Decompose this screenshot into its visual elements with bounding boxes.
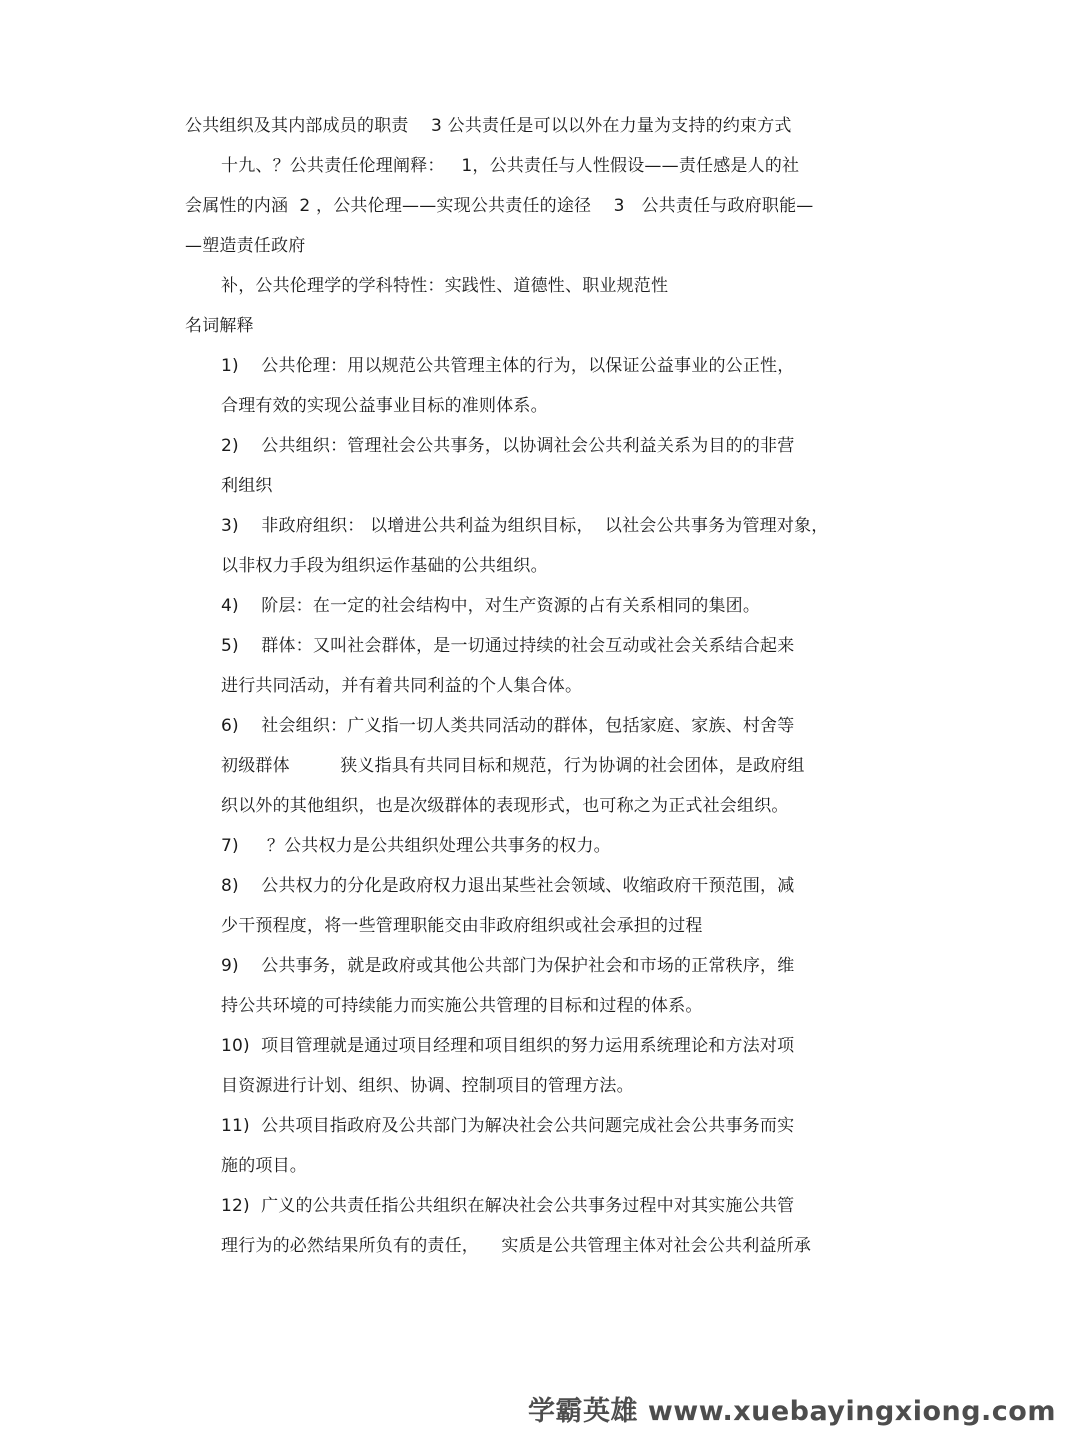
text-line: 以非权力手段为组织运作基础的公共组织。: [221, 556, 548, 576]
text-line: 公共组织及其内部成员的职责 3 公共责任是可以以外在力量为支持的约束方式: [185, 116, 792, 136]
text-line: 目资源进行计划、组织、协调、控制项目的管理方法。: [221, 1076, 634, 1096]
list-item: 11) 公共项目指政府及公共部门为解决社会公共问题完成社会公共事务而实: [221, 1116, 795, 1136]
text-line: 补，公共伦理学的学科特性：实践性、道德性、职业规范性: [221, 276, 669, 296]
site-watermark: 学霸英雄 www.xuebayingxiong.com: [527, 1396, 1056, 1427]
text-line: 少干预程度，将一些管理职能交由非政府组织或社会承担的过程: [221, 916, 703, 936]
text-line: 持公共环境的可持续能力而实施公共管理的目标和过程的体系。: [221, 996, 703, 1016]
list-item: 4) 阶层：在一定的社会结构中，对生产资源的占有关系相同的集团。: [221, 596, 761, 616]
text-line: 利组织: [221, 476, 273, 496]
section-heading: 名词解释: [185, 316, 254, 336]
text-line: —塑造责任政府: [185, 236, 306, 256]
text-line: 施的项目。: [221, 1156, 307, 1176]
text-line: 初级群体 狭义指具有共同目标和规范，行为协调的社会团体，是政府组: [221, 756, 805, 776]
text-line: 织以外的其他组织，也是次级群体的表现形式，也可称之为正式社会组织。: [221, 796, 789, 816]
list-item: 3) 非政府组织： 以增进公共利益为组织目标， 以社会公共事务为管理对象，: [221, 516, 829, 536]
text-line: 进行共同活动，并有着共同利益的个人集合体。: [221, 676, 583, 696]
list-item: 10) 项目管理就是通过项目经理和项目组织的努力运用系统理论和方法对项: [221, 1036, 795, 1056]
text-line: 会属性的内涵 2 ，公共伦理——实现公共责任的途径 3 公共责任与政府职能—: [185, 196, 814, 216]
list-item: 1) 公共伦理：用以规范公共管理主体的行为，以保证公益事业的公正性，: [221, 356, 795, 376]
list-item: 5) 群体：又叫社会群体，是一切通过持续的社会互动或社会关系结合起来: [221, 636, 795, 656]
list-item: 7) ？公共权力是公共组织处理公共事务的权力。: [221, 836, 611, 856]
list-item: 9) 公共事务，就是政府或其他公共部门为保护社会和市场的正常秩序，维: [221, 956, 795, 976]
list-item: 8) 公共权力的分化是政府权力退出某些社会领域、收缩政府干预范围，减: [221, 876, 795, 896]
text-line: 十九、？公共责任伦理阐释： 1，公共责任与人性假设——责任感是人的社: [221, 156, 800, 176]
text-line: 理行为的必然结果所负有的责任， 实质是公共管理主体对社会公共利益所承: [221, 1236, 812, 1256]
list-item: 2) 公共组织：管理社会公共事务，以协调社会公共利益关系为目的的非营: [221, 436, 795, 456]
list-item: 6) 社会组织：广义指一切人类共同活动的群体，包括家庭、家族、村舍等: [221, 716, 795, 736]
text-line: 合理有效的实现公益事业目标的准则体系。: [221, 396, 548, 416]
list-item: 12) 广义的公共责任指公共组织在解决社会公共事务过程中对其实施公共管: [221, 1196, 795, 1216]
